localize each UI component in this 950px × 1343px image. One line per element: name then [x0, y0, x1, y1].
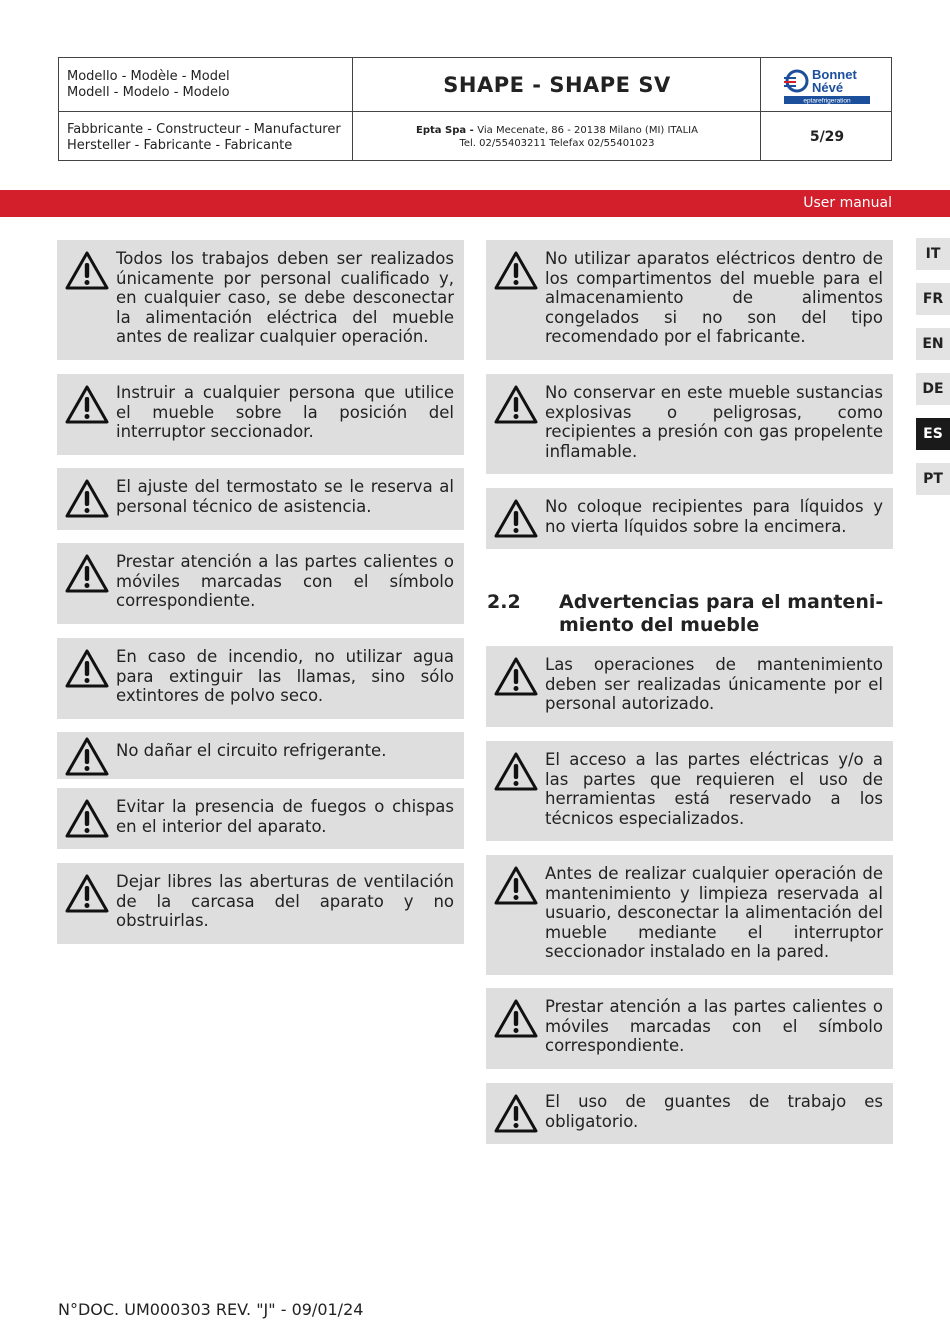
- warning-box: [486, 374, 893, 474]
- section-band: [0, 190, 950, 217]
- company-address: Via Mecenate, 86 - 20138 Milano (MI) ITALIA: [477, 125, 698, 136]
- warning-triangle-icon: [494, 1093, 538, 1133]
- warning-box: [57, 240, 464, 360]
- logo-line-1: Bonnet: [812, 66, 857, 82]
- warning-triangle-icon: [65, 478, 109, 518]
- warning-box: [486, 855, 893, 975]
- lang-tab-en[interactable]: EN: [916, 328, 950, 360]
- warning-box: [57, 788, 464, 849]
- warning-triangle-icon: [65, 384, 109, 424]
- lang-tab-de[interactable]: DE: [916, 373, 950, 405]
- warning-box: [57, 543, 464, 624]
- warning-box: [486, 240, 893, 360]
- lang-tab-it[interactable]: IT: [916, 238, 950, 270]
- warning-box: [486, 646, 893, 727]
- warning-triangle-icon: [494, 384, 538, 424]
- warning-text: El ajuste del termostato se le reserva al personal técnico de asistencia.: [116, 477, 454, 516]
- warning-box: [486, 488, 893, 549]
- warning-box: [57, 374, 464, 455]
- warning-triangle-icon: [494, 998, 538, 1038]
- model-label-line-1: Modello - Modèle - Model: [67, 69, 230, 84]
- warning-triangle-icon: [494, 865, 538, 905]
- band-label: User manual: [803, 195, 892, 211]
- warning-box: [57, 638, 464, 719]
- warning-triangle-icon: [65, 873, 109, 913]
- company-phone: Tel. 02/55403211 Telefax 02/55401023: [459, 138, 655, 149]
- warning-triangle-icon: [65, 648, 109, 688]
- lang-tab-fr[interactable]: FR: [916, 283, 950, 315]
- warning-triangle-icon: [65, 798, 109, 838]
- warning-text: Instruir a cualquier persona que utilice el mueble sobre la posición del interruptor seccionador.: [116, 383, 454, 442]
- warning-box: [486, 1083, 893, 1144]
- model-label: [67, 69, 230, 101]
- warning-text: Prestar atención a las partes calientes o móviles marcadas con el símbolo correspondiente.: [116, 552, 454, 611]
- manufacturer-label: [67, 122, 341, 154]
- warning-text: Todos los trabajos deben ser realizados únicamente por personal cualificado y, en cualquier caso, se debe desconectar la alimentación eléctrica del mueble antes de realizar cualquier operación.: [116, 249, 454, 347]
- warning-triangle-icon: [494, 250, 538, 290]
- warning-box: [486, 988, 893, 1069]
- warning-text: Antes de realizar cualquier operación de mantenimiento y limpieza reservada al usuario, desconectar la alimentación del mueble mediante el interruptor seccionador instalado en la pared.: [545, 864, 883, 962]
- brand-logo: [761, 58, 893, 111]
- warning-text: Evitar la presencia de fuegos o chispas en el interior del aparato.: [116, 797, 454, 836]
- warning-triangle-icon: [494, 751, 538, 791]
- warning-box: [57, 468, 464, 530]
- warning-text: Prestar atención a las partes calientes o móviles marcadas con el símbolo correspondiente.: [545, 997, 883, 1056]
- warning-text: Dejar libres las aberturas de ventilación de la carcasa del aparato y no obstruirlas.: [116, 872, 454, 931]
- warning-box: [57, 732, 464, 779]
- company-name: Epta Spa -: [416, 125, 478, 136]
- document-header: [58, 57, 892, 161]
- warning-triangle-icon: [494, 656, 538, 696]
- lang-tab-pt[interactable]: PT: [916, 463, 950, 495]
- logo-line-2: Névé: [812, 79, 844, 95]
- page-number: 5/29: [809, 129, 845, 145]
- manufacturer-label-line-2: Hersteller - Fabricante - Fabricante: [67, 138, 293, 153]
- warning-triangle-icon: [65, 736, 109, 776]
- warning-text: No coloque recipientes para líquidos y no vierta líquidos sobre la encimera.: [545, 497, 883, 536]
- warning-text: El acceso a las partes eléctricas y/o a las partes que requieren el uso de herramientas está reservado a los técnicos especializados.: [545, 750, 883, 828]
- warning-text: No conservar en este mueble sustancias explosivas o peligrosas, como recipientes a presión con gas propelente inflamable.: [545, 383, 883, 461]
- warning-box: [57, 863, 464, 944]
- warning-text: Las operaciones de mantenimiento deben ser realizadas únicamente por el personal autorizado.: [545, 655, 883, 714]
- document-footer: N°DOC. UM000303 REV. "J" - 09/01/24: [58, 1300, 364, 1319]
- manufacturer-address: [353, 112, 761, 162]
- warning-text: En caso de incendio, no utilizar agua para extinguir las llamas, sino sólo extintores de polvo seco.: [116, 647, 454, 706]
- logo-tagline: eptarefrigeration: [803, 97, 851, 104]
- model-label-line-2: Modell - Modelo - Modelo: [67, 85, 230, 100]
- warning-triangle-icon: [65, 250, 109, 290]
- warning-text: El uso de guantes de trabajo es obligatorio.: [545, 1092, 883, 1131]
- warning-triangle-icon: [494, 498, 538, 538]
- warning-text: No utilizar aparatos eléctricos dentro de los compartimentos del mueble para el almacenamiento de alimentos congelados si no son del tipo recomendado por el fabricante.: [545, 249, 883, 347]
- section-title: Advertencias para el manteni-miento del mueble: [559, 591, 884, 636]
- product-title: SHAPE - SHAPE SV: [443, 72, 671, 97]
- warning-text: No dañar el circuito refrigerante.: [116, 741, 387, 760]
- warning-triangle-icon: [65, 553, 109, 593]
- section-number: 2.2: [487, 591, 521, 613]
- lang-tab-es[interactable]: ES: [916, 418, 950, 450]
- manufacturer-label-line-1: Fabbricante - Constructeur - Manufacturer: [67, 122, 341, 137]
- warning-box: [486, 741, 893, 841]
